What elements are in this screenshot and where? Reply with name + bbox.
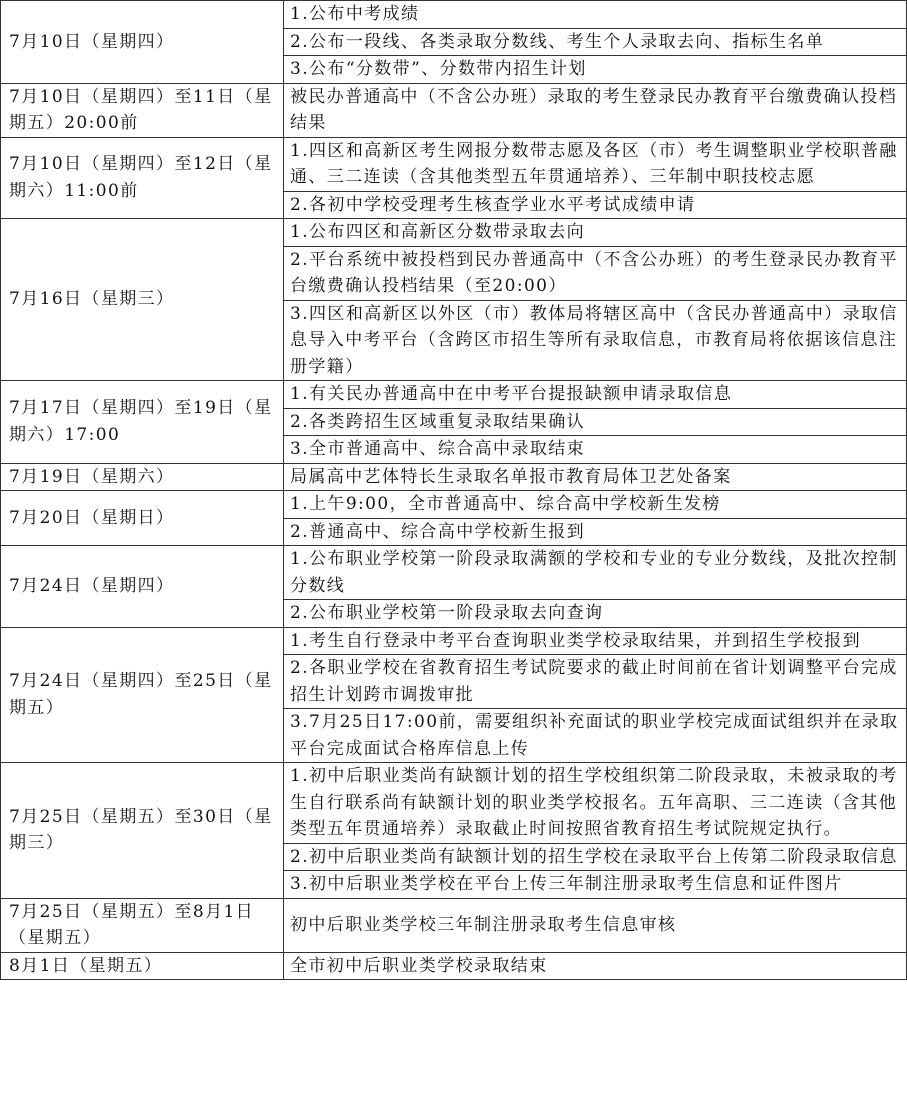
schedule-date-cell: 7月16日（星期三） <box>1 219 284 381</box>
schedule-item-cell: 1.公布职业学校第一阶段录取满额的学校和专业的专业分数线，及批次控制分数线 <box>284 546 907 600</box>
schedule-body <box>1 1 907 980</box>
schedule-item-cell: 被民办普通高中（不含公办班）录取的考生登录民办教育平台缴费确认投档结果 <box>284 83 907 137</box>
schedule-item-cell: 1.有关民办普通高中在中考平台提报缺额申请录取信息 <box>284 381 907 409</box>
schedule-date-cell: 7月17日（星期四）至19日（星期六）17:00 <box>1 381 284 464</box>
table-row <box>1 763 907 844</box>
schedule-item-cell: 全市初中后职业类学校录取结束 <box>284 952 907 980</box>
schedule-item-cell: 初中后职业类学校三年制注册录取考生信息审核 <box>284 898 907 952</box>
schedule-item-cell: 2.平台系统中被投档到民办普通高中（不含公办班）的考生登录民办教育平台缴费确认投档结果（至20:00） <box>284 246 907 300</box>
schedule-item-cell: 2.普通高中、综合高中学校新生报到 <box>284 518 907 546</box>
table-row <box>1 952 907 980</box>
schedule-date-cell: 7月20日（星期日） <box>1 491 284 546</box>
schedule-date-cell: 7月10日（星期四）至11日（星期五）20:00前 <box>1 83 284 137</box>
table-row <box>1 627 907 655</box>
table-row <box>1 491 907 519</box>
schedule-item-cell: 2.各职业学校在省教育招生考试院要求的截止时间前在省计划调整平台完成招生计划跨市调拨审批 <box>284 655 907 709</box>
schedule-item-cell: 3.初中后职业类学校在平台上传三年制注册录取考生信息和证件图片 <box>284 871 907 899</box>
schedule-item-cell: 1.初中后职业类尚有缺额计划的招生学校组织第二阶段录取，未被录取的考生自行联系尚有缺额计划的职业类学校报名。五年高职、三二连读（含其他类型五年贯通培养）录取截止时间按照省教育招生考试院规定执行。 <box>284 763 907 844</box>
schedule-item-cell: 3.公布“分数带”、分数带内招生计划 <box>284 56 907 84</box>
table-row <box>1 219 907 247</box>
schedule-date-cell: 7月19日（星期六） <box>1 463 284 491</box>
table-row <box>1 381 907 409</box>
table-row <box>1 898 907 952</box>
schedule-item-cell: 2.各类跨招生区域重复录取结果确认 <box>284 408 907 436</box>
table-row <box>1 1 907 29</box>
schedule-item-cell: 局属高中艺体特长生录取名单报市教育局体卫艺处备案 <box>284 463 907 491</box>
schedule-date-cell: 8月1日（星期五） <box>1 952 284 980</box>
schedule-item-cell: 3.四区和高新区以外区（市）教体局将辖区高中（含民办普通高中）录取信息导入中考平台（含跨区市招生等所有录取信息，市教育局将依据该信息注册学籍） <box>284 300 907 381</box>
schedule-item-cell: 1.考生自行登录中考平台查询职业类学校录取结果，并到招生学校报到 <box>284 627 907 655</box>
schedule-item-cell: 2.公布职业学校第一阶段录取去向查询 <box>284 600 907 628</box>
schedule-date-cell: 7月25日（星期五）至30日（星期三） <box>1 763 284 899</box>
table-row <box>1 83 907 137</box>
schedule-item-cell: 2.各初中学校受理考生核查学业水平考试成绩申请 <box>284 191 907 219</box>
table-row <box>1 463 907 491</box>
schedule-item-cell: 1.公布四区和高新区分数带录取去向 <box>284 219 907 247</box>
schedule-item-cell: 1.公布中考成绩 <box>284 1 907 29</box>
schedule-date-cell: 7月10日（星期四） <box>1 1 284 84</box>
schedule-date-cell: 7月25日（星期五）至8月1日（星期五） <box>1 898 284 952</box>
table-row <box>1 137 907 191</box>
schedule-item-cell: 1.上午9:00，全市普通高中、综合高中学校新生发榜 <box>284 491 907 519</box>
schedule-date-cell: 7月24日（星期四）至25日（星期五） <box>1 627 284 763</box>
schedule-item-cell: 3.7月25日17:00前，需要组织补充面试的职业学校完成面试组织并在录取平台完成面试合格库信息上传 <box>284 709 907 763</box>
schedule-item-cell: 3.全市普通高中、综合高中录取结束 <box>284 436 907 464</box>
schedule-item-cell: 2.公布一段线、各类录取分数线、考生个人录取去向、指标生名单 <box>284 28 907 56</box>
schedule-date-cell: 7月10日（星期四）至12日（星期六）11:00前 <box>1 137 284 219</box>
schedule-item-cell: 1.四区和高新区考生网报分数带志愿及各区（市）考生调整职业学校职普融通、三二连读（含其他类型五年贯通培养）、三年制中职技校志愿 <box>284 137 907 191</box>
schedule-date-cell: 7月24日（星期四） <box>1 546 284 628</box>
schedule-item-cell: 2.初中后职业类尚有缺额计划的招生学校在录取平台上传第二阶段录取信息 <box>284 843 907 871</box>
table-row <box>1 546 907 600</box>
